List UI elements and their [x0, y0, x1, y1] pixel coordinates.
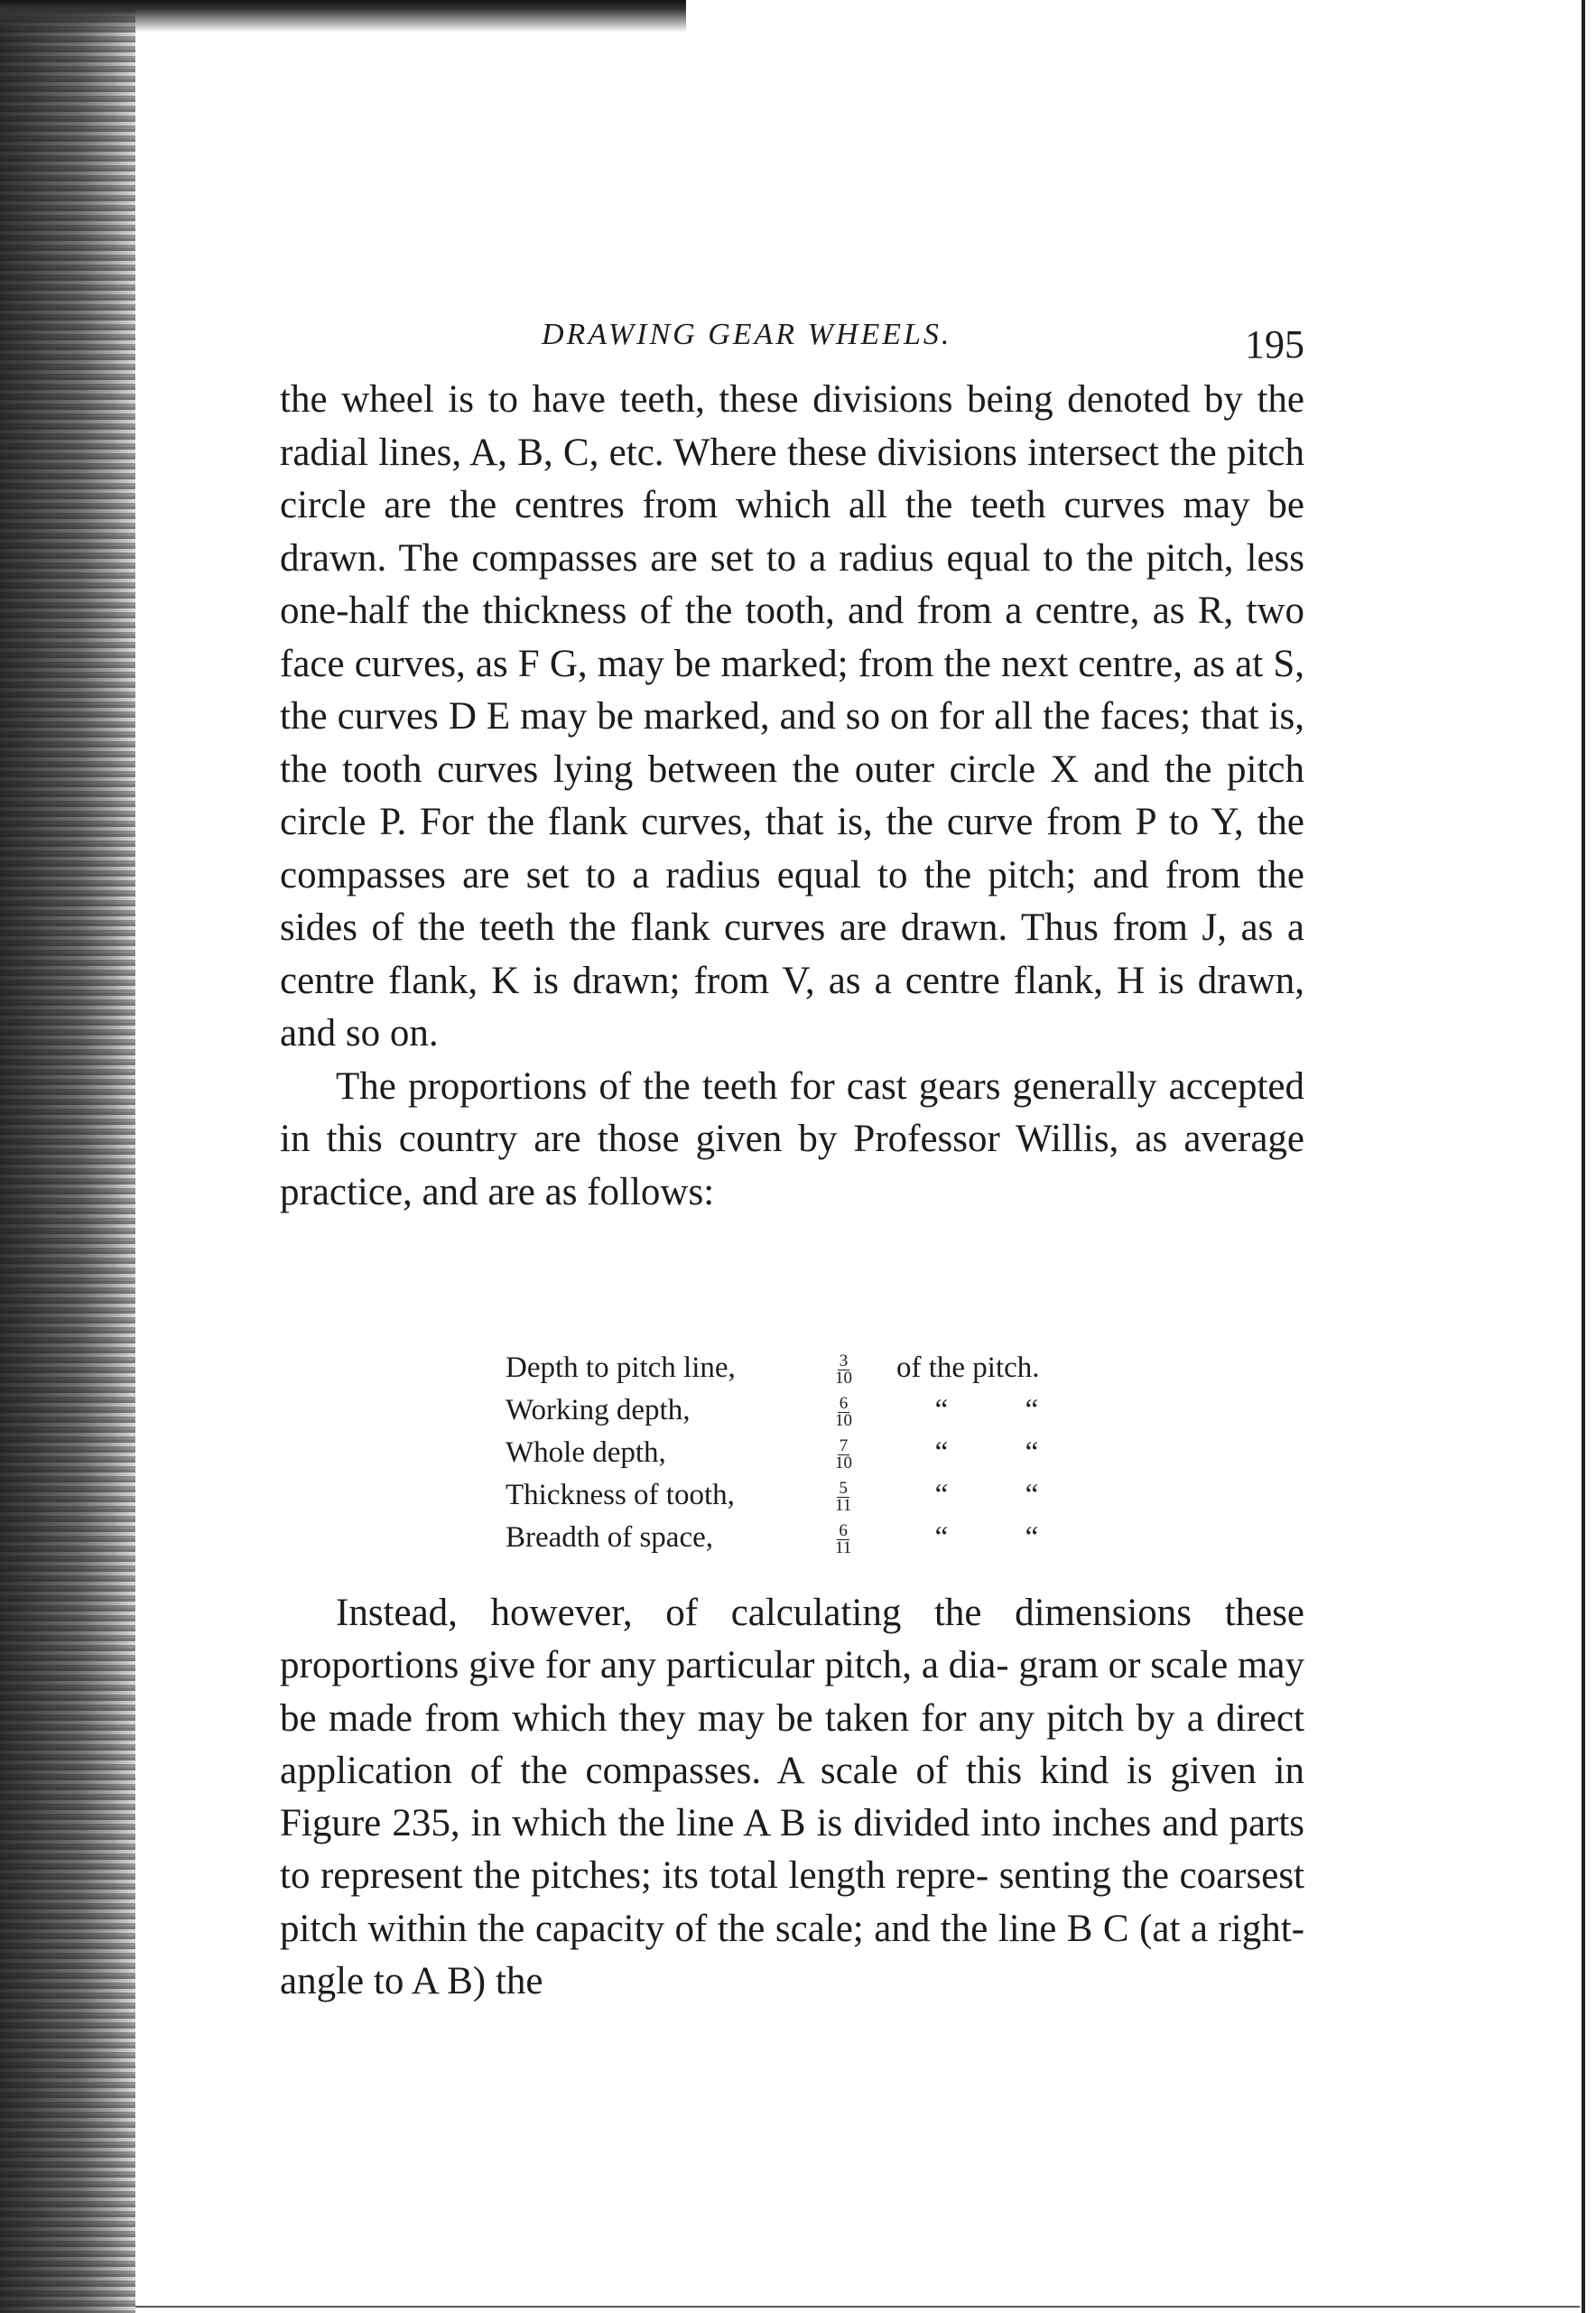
- text-line: from V, as a centre flank, H is drawn, and so on.: [280, 959, 1305, 1054]
- text-line: centre, as R, two face curves, as F G, may be marked;: [280, 590, 1305, 685]
- paragraph-2: [280, 1061, 1304, 1220]
- fraction-numerator: 6: [839, 1520, 848, 1540]
- fraction-value: [835, 1478, 852, 1515]
- scan-right-edge: [1582, 0, 1585, 2313]
- row-label: Thickness of tooth,: [506, 1479, 735, 1511]
- text-line: the wheel is to have teeth, these divisions being: [280, 378, 1053, 421]
- body-text: [280, 374, 1304, 1219]
- fraction-denominator: 11: [835, 1537, 852, 1557]
- ditto-2: “: [1025, 1521, 1039, 1554]
- fraction-numerator: 7: [839, 1435, 849, 1455]
- text-line: compasses are set to a radius equal to the pitch, less: [471, 536, 1305, 580]
- fraction: [835, 1389, 896, 1432]
- text-line: Instead, however, of calculating the dimensions: [336, 1592, 1192, 1634]
- text-line: these proportions give for any particular pitch, a dia-: [280, 1592, 1305, 1687]
- row-label: Breadth of space,: [506, 1521, 713, 1554]
- fraction-value: [835, 1353, 852, 1387]
- text-line: Willis, as average practice, and are as follows:: [280, 1118, 1304, 1213]
- text-line: scale; and the line B C (at a right-angle to A B) the: [280, 1907, 1305, 2003]
- text-line: are drawn. Thus from J, as a centre flank, K is drawn;: [280, 906, 1304, 1002]
- running-title: DRAWING GEAR WHEELS.: [542, 318, 952, 351]
- proportions-table: [506, 1347, 1077, 1559]
- table-row: [506, 1474, 1077, 1517]
- text-line: parts to represent the pitches; its total length repre-: [280, 1802, 1305, 1898]
- ditto-1: “: [934, 1394, 949, 1426]
- text-line: one-half the thickness of the tooth, and from a: [280, 590, 1023, 632]
- fraction: [835, 1517, 896, 1559]
- row-label: Whole depth,: [506, 1436, 666, 1469]
- table-row: [506, 1347, 1077, 1389]
- fraction-value: [835, 1435, 852, 1472]
- text-line: 235, in which the line A B is divided into inches and: [392, 1802, 1219, 1845]
- table-row: [506, 1517, 1077, 1559]
- row-label: Working depth,: [506, 1394, 691, 1426]
- scan-bottom-edge: [135, 2306, 1580, 2308]
- text-line: circle P. For the flank curves, that is, the curve from: [280, 801, 1122, 843]
- text-line: accepted in this country are those given by Professor: [280, 1064, 1305, 1160]
- ditto-2: “: [1025, 1436, 1039, 1469]
- ditto-2: “: [1025, 1394, 1039, 1426]
- text-line: from which all the teeth curves may be drawn. The: [280, 484, 1305, 580]
- text-line: senting the coarsest pitch within the capacity of the: [280, 1854, 1304, 1950]
- ditto-2: “: [1025, 1479, 1039, 1511]
- text-line: pitch; and from the sides of the teeth the flank curves: [280, 853, 1304, 949]
- table-row: [506, 1389, 1077, 1432]
- row-label: Depth to pitch line,: [506, 1352, 736, 1384]
- fraction-numerator: 6: [839, 1393, 849, 1413]
- text-line: marked, and so on for all the faces; that is, the tooth: [280, 695, 1304, 791]
- fraction: [835, 1347, 896, 1389]
- fraction-numerator: 3: [839, 1351, 849, 1370]
- fraction-value: [835, 1520, 852, 1557]
- fraction-value: [835, 1393, 852, 1430]
- paragraph-1: [280, 374, 1304, 1061]
- fraction-denominator: 10: [835, 1453, 852, 1472]
- text-line: compasses. A scale of this kind is given in Figure: [280, 1749, 1305, 1845]
- fraction-denominator: 10: [835, 1368, 852, 1388]
- scan-top-shadow: [0, 0, 686, 33]
- fraction-denominator: 11: [835, 1495, 852, 1515]
- ditto-1: of the pitch.: [896, 1352, 1040, 1384]
- scan-binding-shadow: [0, 0, 135, 2313]
- ditto-1: “: [934, 1521, 949, 1554]
- text-line: The proportions of the teeth for cast gears generally: [336, 1064, 1157, 1108]
- text-line: P to Y, the compasses are set to a radius equal to the: [280, 801, 1304, 896]
- text-line: from the next centre, as at S, the curves D E may be: [280, 642, 1304, 738]
- fraction-denominator: 10: [835, 1410, 852, 1430]
- ditto-1: “: [934, 1436, 949, 1469]
- text-line: curves lying between the outer circle X and the pitch: [437, 748, 1304, 791]
- text-line: these divisions intersect the pitch circle are the centres: [280, 431, 1304, 526]
- text-line: taken for any pitch by a direct application of the: [280, 1696, 1305, 1792]
- table-row: [506, 1432, 1077, 1474]
- text-line: denoted by the radial lines, A, B, C, etc. Where: [280, 378, 1305, 474]
- page-number: 195: [1245, 322, 1304, 367]
- fraction-numerator: 5: [839, 1478, 848, 1498]
- text-line: gram or scale may be made from which they may be: [280, 1644, 1304, 1740]
- fraction: [835, 1474, 896, 1517]
- fraction: [835, 1432, 896, 1474]
- paragraph-3: [280, 1587, 1304, 2008]
- ditto-1: “: [934, 1479, 949, 1511]
- body-text-continued: [280, 1587, 1304, 2008]
- page-header: [280, 318, 1304, 372]
